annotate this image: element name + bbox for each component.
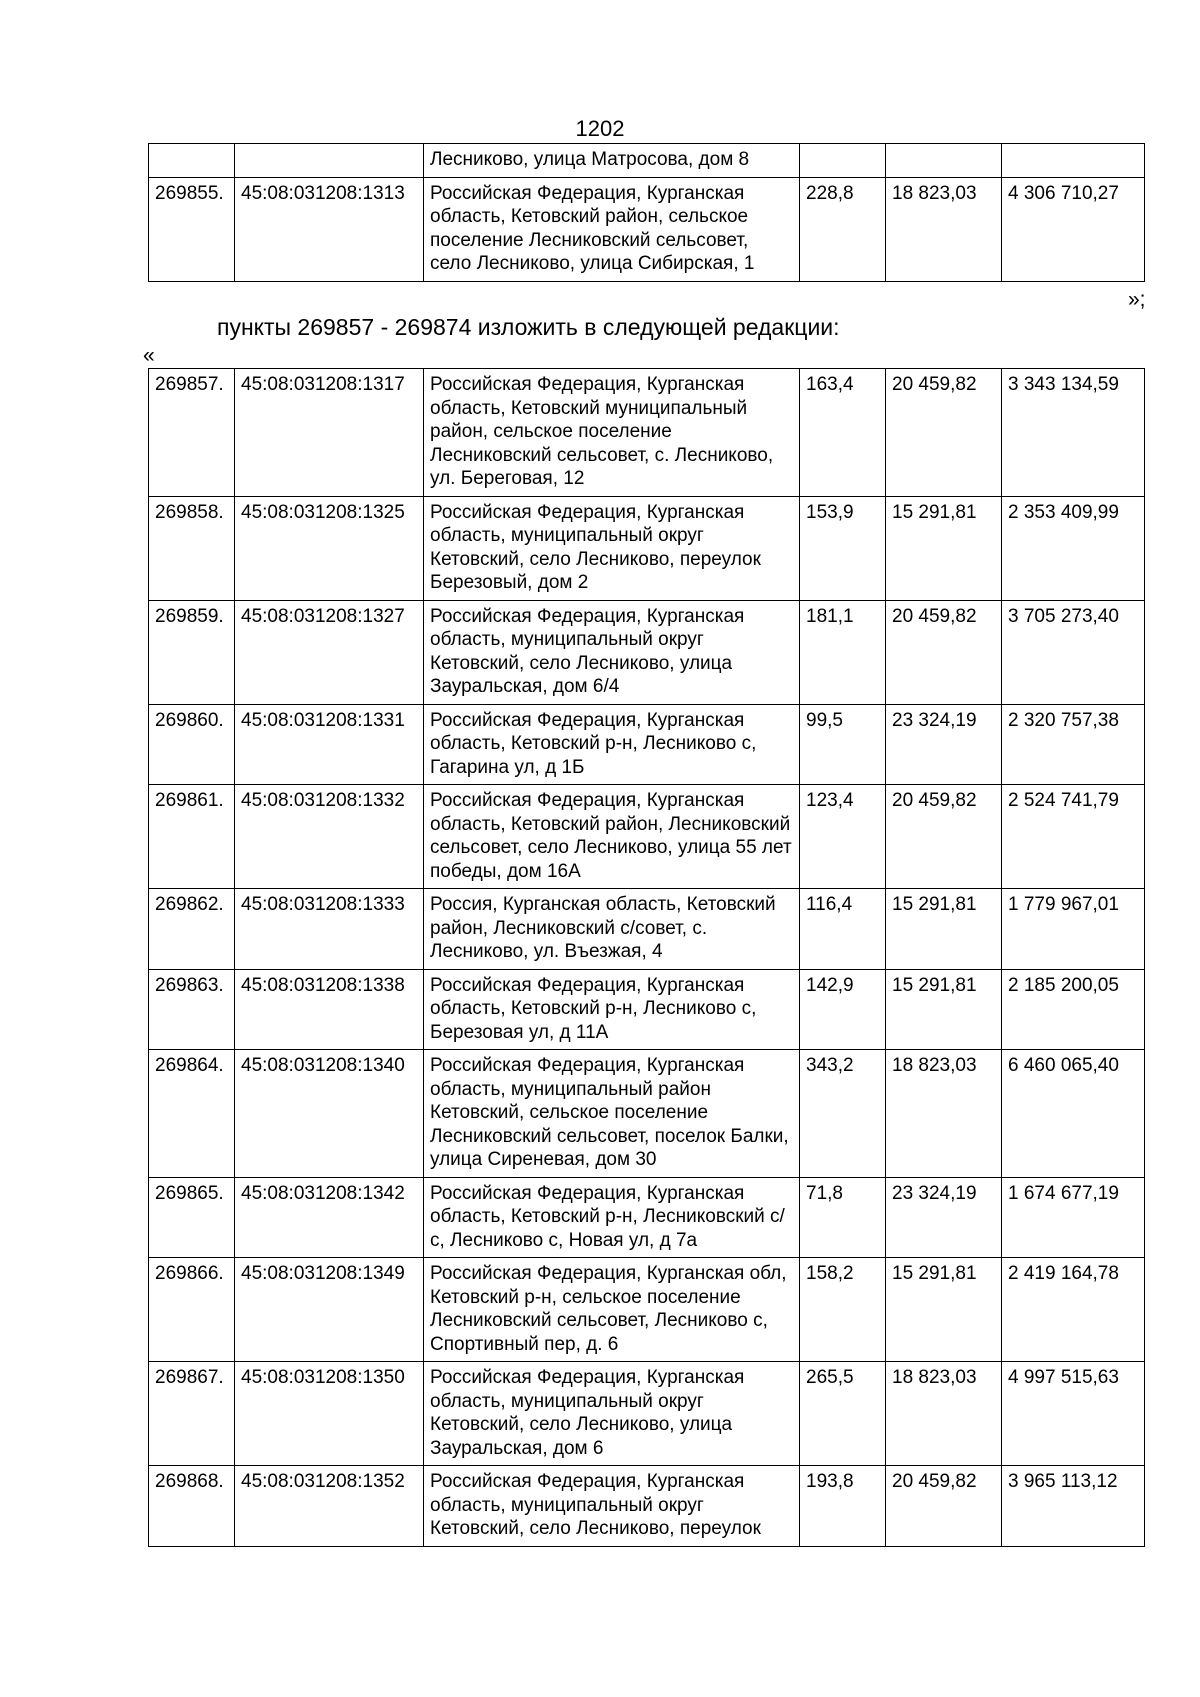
rate-cell: 23 324,19 [886, 704, 1002, 785]
cadastral-value-cell: 3 965 113,12 [1002, 1466, 1145, 1547]
rate-cell: 23 324,19 [886, 1177, 1002, 1258]
area-cell: 99,5 [800, 704, 886, 785]
row-number-cell: 269868. [149, 1466, 235, 1547]
cadastral-value-cell: 1 779 967,01 [1002, 889, 1145, 970]
area-cell: 228,8 [800, 177, 886, 281]
rate-cell: 15 291,81 [886, 496, 1002, 600]
cadastral-number-cell: 45:08:031208:1338 [235, 969, 424, 1050]
cadastral-number-cell [235, 144, 424, 178]
opening-quote: « [143, 344, 155, 367]
cadastral-number-cell: 45:08:031208:1332 [235, 785, 424, 889]
cadastral-value-cell: 1 674 677,19 [1002, 1177, 1145, 1258]
table-row [149, 1258, 1145, 1362]
cadastral-number-cell: 45:08:031208:1342 [235, 1177, 424, 1258]
cadastral-value-cell: 4 306 710,27 [1002, 177, 1145, 281]
area-cell: 265,5 [800, 1362, 886, 1466]
address-cell: Российская Федерация, Курганская область, муниципальный округ Кетовский, село Лесниково, улица Зауральская, дом 6/4 [424, 600, 800, 704]
row-number-cell: 269866. [149, 1258, 235, 1362]
table-row [149, 1177, 1145, 1258]
rate-cell: 15 291,81 [886, 969, 1002, 1050]
rate-cell: 20 459,82 [886, 369, 1002, 497]
row-number-cell: 269867. [149, 1362, 235, 1466]
rate-cell: 20 459,82 [886, 1466, 1002, 1547]
address-cell: Лесниково, улица Матросова, дом 8 [424, 144, 800, 178]
area-cell: 163,4 [800, 369, 886, 497]
table-row [149, 969, 1145, 1050]
cadastral-value-cell: 2 524 741,79 [1002, 785, 1145, 889]
area-cell: 153,9 [800, 496, 886, 600]
rate-cell: 18 823,03 [886, 177, 1002, 281]
cadastral-number-cell: 45:08:031208:1340 [235, 1050, 424, 1178]
cadastral-value-cell: 3 343 134,59 [1002, 369, 1145, 497]
table-row [149, 144, 1145, 178]
area-cell: 116,4 [800, 889, 886, 970]
area-cell: 193,8 [800, 1466, 886, 1547]
cadastral-value-cell: 2 320 757,38 [1002, 704, 1145, 785]
cadastral-value-cell: 2 185 200,05 [1002, 969, 1145, 1050]
rate-cell: 20 459,82 [886, 600, 1002, 704]
table-row [149, 600, 1145, 704]
area-cell: 142,9 [800, 969, 886, 1050]
cadastral-value-cell: 4 997 515,63 [1002, 1362, 1145, 1466]
row-number-cell: 269864. [149, 1050, 235, 1178]
cadastral-value-cell: 2 353 409,99 [1002, 496, 1145, 600]
table-row [149, 1050, 1145, 1178]
row-number-cell: 269855. [149, 177, 235, 281]
cadastral-value-cell [1002, 144, 1145, 178]
row-number-cell: 269859. [149, 600, 235, 704]
address-cell: Российская Федерация, Курганская область, муниципальный округ Кетовский, село Лесниково, улица Зауральская, дом 6 [424, 1362, 800, 1466]
area-cell: 181,1 [800, 600, 886, 704]
cadastral-number-cell: 45:08:031208:1317 [235, 369, 424, 497]
cadastral-value-cell: 2 419 164,78 [1002, 1258, 1145, 1362]
cadastral-number-cell: 45:08:031208:1349 [235, 1258, 424, 1362]
row-number-cell: 269857. [149, 369, 235, 497]
cadastral-value-cell: 3 705 273,40 [1002, 600, 1145, 704]
area-cell: 158,2 [800, 1258, 886, 1362]
page-number: 1202 [575, 116, 625, 141]
area-cell: 343,2 [800, 1050, 886, 1178]
address-cell: Российская Федерация, Курганская область, Кетовский р-н, Лесниково с, Березовая ул, д 11А [424, 969, 800, 1050]
rate-cell: 15 291,81 [886, 1258, 1002, 1362]
address-cell: Российская Федерация, Курганская область, Кетовский район, Лесниковский сельсовет, село Лесниково, улица 55 лет победы, дом 16А [424, 785, 800, 889]
row-number-cell: 269861. [149, 785, 235, 889]
table-row [149, 704, 1145, 785]
cadastral-number-cell: 45:08:031208:1327 [235, 600, 424, 704]
row-number-cell [149, 144, 235, 178]
address-cell: Российская Федерация, Курганская обл, Кетовский р-н, сельское поселение Лесниковский сельсовет, Лесниково с, Спортивный пер, д. 6 [424, 1258, 800, 1362]
row-number-cell: 269863. [149, 969, 235, 1050]
table-row [149, 369, 1145, 497]
top-table-fragment [148, 143, 1145, 282]
table-row [149, 177, 1145, 281]
address-cell: Российская Федерация, Курганская область, Кетовский р-н, Лесниковский с/с, Лесниково с, Новая ул, д 7а [424, 1177, 800, 1258]
cadastral-number-cell: 45:08:031208:1352 [235, 1466, 424, 1547]
cadastral-number-cell: 45:08:031208:1333 [235, 889, 424, 970]
area-cell: 123,4 [800, 785, 886, 889]
cadastral-value-cell: 6 460 065,40 [1002, 1050, 1145, 1178]
cadastral-number-cell: 45:08:031208:1350 [235, 1362, 424, 1466]
area-cell [800, 144, 886, 178]
table-row [149, 1362, 1145, 1466]
main-table [148, 368, 1145, 1547]
table-row [149, 496, 1145, 600]
address-cell: Российская Федерация, Курганская область, Кетовский район, сельское поселение Лесниковский сельсовет, село Лесниково, улица Сибирская, 1 [424, 177, 800, 281]
rate-cell [886, 144, 1002, 178]
address-cell: Российская Федерация, Курганская область, муниципальный район Кетовский, сельское поселение Лесниковский сельсовет, поселок Балки, улица Сиреневая, дом 30 [424, 1050, 800, 1178]
table-row [149, 889, 1145, 970]
table-row [149, 1466, 1145, 1547]
closing-quote: »; [1128, 288, 1146, 311]
cadastral-number-cell: 45:08:031208:1313 [235, 177, 424, 281]
rate-cell: 15 291,81 [886, 889, 1002, 970]
area-cell: 71,8 [800, 1177, 886, 1258]
address-cell: Российская Федерация, Курганская область, муниципальный округ Кетовский, село Лесниково, переулок [424, 1466, 800, 1547]
row-number-cell: 269858. [149, 496, 235, 600]
address-cell: Российская Федерация, Курганская область, муниципальный округ Кетовский, село Лесниково, переулок Березовый, дом 2 [424, 496, 800, 600]
amendment-text: пункты 269857 - 269874 изложить в следующей редакции: [217, 314, 840, 340]
address-cell: Российская Федерация, Курганская область, Кетовский р-н, Лесниково с, Гагарина ул, д 1Б [424, 704, 800, 785]
row-number-cell: 269862. [149, 889, 235, 970]
cadastral-number-cell: 45:08:031208:1325 [235, 496, 424, 600]
rate-cell: 18 823,03 [886, 1362, 1002, 1466]
cadastral-number-cell: 45:08:031208:1331 [235, 704, 424, 785]
address-cell: Российская Федерация, Курганская область, Кетовский муниципальный район, сельское поселение Лесниковский сельсовет, с. Лесниково, ул. Береговая, 12 [424, 369, 800, 497]
table-row [149, 785, 1145, 889]
row-number-cell: 269865. [149, 1177, 235, 1258]
address-cell: Россия, Курганская область, Кетовский район, Лесниковский с/совет, с. Лесниково, ул. Въезжая, 4 [424, 889, 800, 970]
row-number-cell: 269860. [149, 704, 235, 785]
rate-cell: 20 459,82 [886, 785, 1002, 889]
rate-cell: 18 823,03 [886, 1050, 1002, 1178]
